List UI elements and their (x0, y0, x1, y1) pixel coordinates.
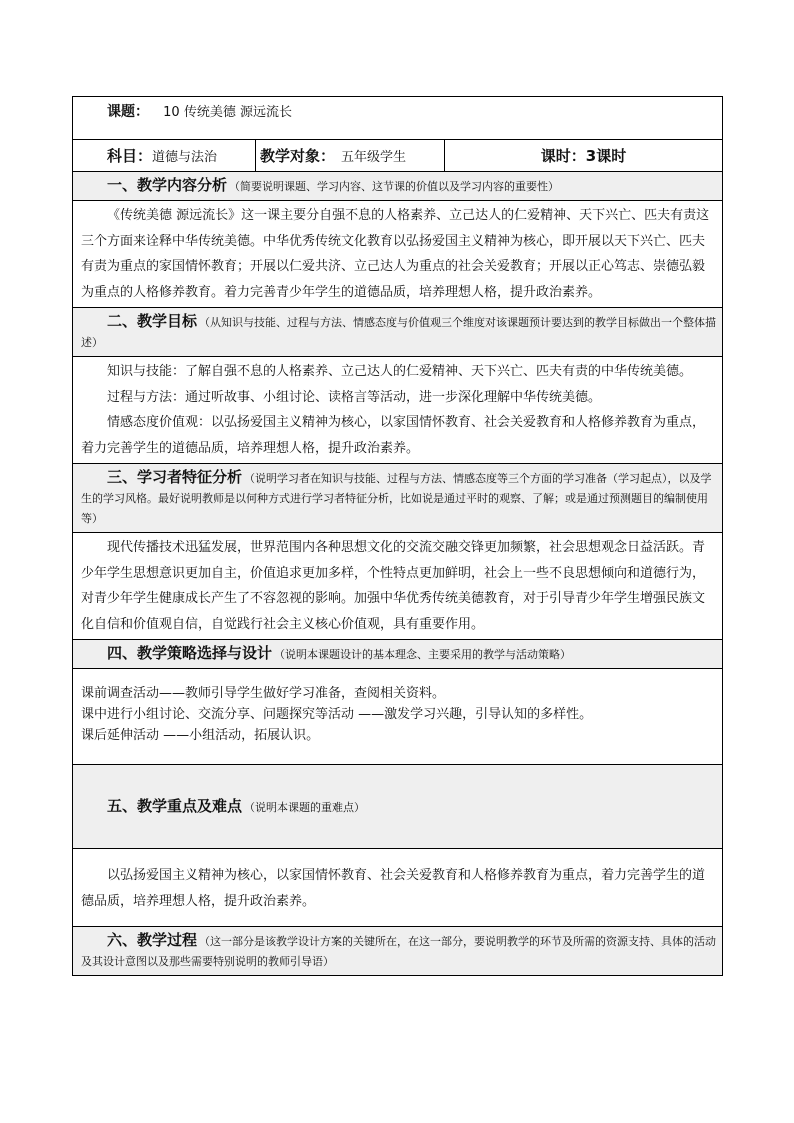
lesson-title-row (73, 97, 722, 139)
strategy-in-class: 课中进行小组讨论、交流分享、问题探究等活动 ——激发学习兴趣，引导认知的多样性。 (81, 707, 593, 722)
attitude-goal: 情感态度价值观：以弘扬爱国主义精神为核心，以家国情怀教育、社会关爱教育和人格修养教育为重点，着力完善学生的道德品质，培养理想人格，提升政治素养。 (81, 415, 706, 456)
lesson-plan-table (72, 96, 723, 976)
section-4-body (73, 668, 722, 764)
strategy-after-class: 课后延伸活动 ——小组活动，拓展认识。 (81, 728, 320, 743)
section-4-note: （说明本课题设计的基本理念、主要采用的教学与活动策略） (274, 648, 572, 661)
hours-cell (444, 140, 722, 171)
section-4-header (73, 639, 722, 668)
section-3-heading: 三、学习者特征分析 (107, 468, 243, 486)
section-1-heading: 一、教学内容分析 (107, 176, 228, 194)
hours-text: 课时：3课时 (540, 147, 627, 165)
section-5-paragraph: 以弘扬爱国主义精神为核心，以家国情怀教育、社会关爱教育和人格修养教育为重点，着力完善学生的道德品质，培养理想人格，提升政治素养。 (81, 868, 706, 909)
section-1-header (73, 171, 722, 200)
subject-value: 道德与法治 (152, 150, 218, 165)
section-3-body (73, 532, 722, 639)
audience-cell (255, 140, 444, 171)
section-1-body (73, 200, 722, 307)
subject-cell (73, 140, 255, 171)
section-2-note: （从知识与技能、过程与方法、情感态度与价值观三个维度对该课题预计要达到的教学目标做出一个整体描述） (81, 316, 717, 349)
section-6-header (73, 926, 722, 975)
section-5-note: （说明本课题的重难点） (244, 800, 366, 814)
section-2-header (73, 307, 722, 356)
section-5-header (73, 764, 722, 848)
subject-label: 科目： (107, 147, 153, 165)
lesson-title-label: 课题： (107, 104, 149, 120)
strategy-before-class: 课前调查活动——教师引导学生做好学习准备，查阅相关资料。 (81, 686, 446, 701)
section-3-header (73, 463, 722, 532)
lesson-title-value: 10 传统美德 源远流长 (163, 105, 292, 120)
section-2-heading: 二、教学目标 (107, 312, 198, 330)
section-5-body (73, 848, 722, 926)
audience-value: 五年级学生 (341, 150, 407, 165)
lesson-meta-row (73, 139, 722, 171)
section-5-heading: 五、教学重点及难点 (107, 796, 243, 815)
section-3-paragraph: 现代传播技术迅猛发展，世界范围内各种思想文化的交流交融交锋更加频繁，社会思想观念日益活跃。青少年学生思想意识更加自主，价值追求更加多样，个性特点更加鲜明，社会上一些不良思想倾向和道德行为，对青少年学生健康成长产生了不容忽视的影响。加强中华优秀传统美德教育，对于引导青少年学生增强民族文化自信和价值观自信，自觉践行社会主义核心价值观，具有重要作用。 (81, 540, 706, 632)
section-1-paragraph: 《传统美德 源远流长》这一课主要分自强不息的人格素养、立己达人的仁爱精神、天下兴亡、匹夫有责这三个方面来诠释中华传统美德。中华优秀传统文化教育以弘扬爱国主义精神为核心，即开展以天下兴亡、匹夫有责为重点的家国情怀教育；开展以仁爱共济、立己达人为重点的社会关爱教育；开展以正心笃志、崇德弘毅为重点的人格修养教育。着力完善青少年学生的道德品质，培养理想人格，提升政治素养。 (81, 208, 710, 300)
audience-label: 教学对象： (260, 147, 336, 165)
process-goal: 过程与方法：通过听故事、小组讨论、读格言等活动，进一步深化理解中华传统美德。 (107, 389, 602, 405)
section-1-note: （简要说明课题、学习内容、这节课的价值以及学习内容的重要性） (229, 180, 560, 193)
section-4-heading: 四、教学策略选择与设计 (107, 644, 273, 662)
section-6-heading: 六、教学过程 (107, 931, 198, 949)
section-2-body (73, 356, 722, 463)
section-3-note: （说明学习者在知识与技能、过程与方法、情感态度等三个方面的学习准备（学习起点），以及学生的学习风格。最好说明教师是以何种方式进行学习者特征分析，比如说是通过平时的观察、了解；或是通过预测题目的编制使用等） (81, 472, 712, 525)
knowledge-goal: 知识与技能：了解自强不息的人格素养、立己达人的仁爱精神、天下兴亡、匹夫有责的中华传统美德。 (107, 364, 693, 379)
section-6-note: （这一部分是该教学设计方案的关键所在，在这一部分，要说明教学的环节及所需的资源支持、具体的活动及其设计意图以及那些需要特别说明的教师引导语） (81, 935, 717, 968)
